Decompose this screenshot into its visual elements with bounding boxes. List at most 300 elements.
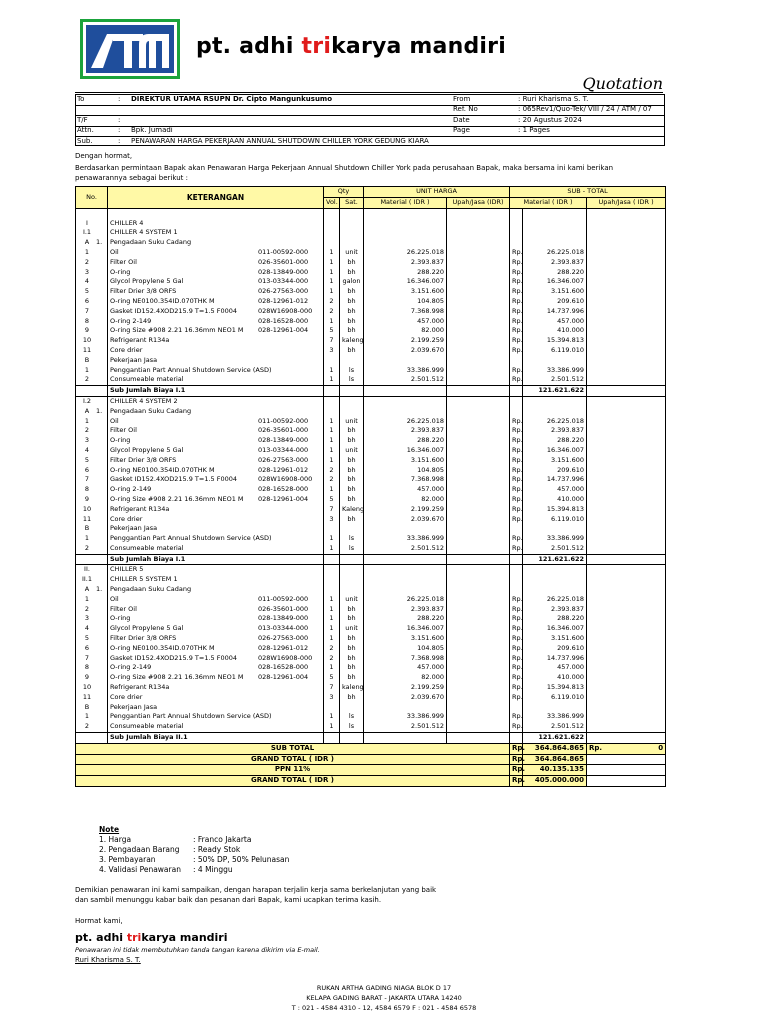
cell-vol: 1: [324, 605, 340, 615]
cell-sat: [340, 733, 364, 744]
cell-no: [76, 446, 108, 456]
cell-no: [76, 673, 108, 683]
cell-total: [523, 575, 587, 585]
item-description: Gasket ID152.4XOD215.9 T=1.5 F0004: [110, 475, 238, 484]
col-unit-harga: UNIT HARGA: [364, 187, 510, 198]
closing-line: dan sambil menunggu kabar baik dan pesanan dari Bapak, kami ucapkan terima kasih.: [75, 896, 382, 904]
item-description: Core drier: [110, 514, 143, 523]
footer-address: [0, 983, 768, 1013]
cell-sat: [340, 219, 364, 229]
item-code: 011-00592-000: [258, 594, 309, 603]
cell-upah-total: [587, 317, 666, 327]
cell-sat: [340, 703, 364, 713]
cell-total: [523, 356, 587, 366]
item-description: Pekerjaan Jasa: [110, 702, 158, 711]
cell-upah: [447, 219, 510, 229]
cell-upah-total: [587, 297, 666, 307]
cell-total: 121.621.622: [523, 386, 587, 397]
item-code: 028-16528-000: [258, 316, 309, 325]
cell-upah-total: [587, 673, 666, 683]
item-description: Filter Drier 3/8 ORFS: [110, 634, 177, 643]
signature-name: Ruri Kharisma S. T.: [75, 956, 141, 964]
cell-sat: bh: [340, 287, 364, 297]
cell-sat: bh: [340, 495, 364, 505]
table-row: [76, 654, 666, 664]
row-number: 2: [84, 722, 90, 731]
cell-upah-total: [587, 505, 666, 515]
table-row: [76, 595, 666, 605]
cell-total: 288.220: [523, 614, 587, 624]
cell-material: [364, 396, 447, 406]
cell-sat: bh: [340, 258, 364, 268]
cell-no: [76, 654, 108, 664]
item-description: Oil: [110, 247, 119, 256]
cell-upah-total: [587, 693, 666, 703]
table-row: [76, 297, 666, 307]
cell-total: 410.000: [523, 673, 587, 683]
table-row: [76, 475, 666, 485]
cell-rp: [510, 228, 523, 238]
cell-description: [108, 466, 324, 476]
cell-upah-total: [587, 366, 666, 376]
cell-upah: [447, 277, 510, 287]
item-code: 026-35601-000: [258, 426, 309, 435]
cell-upah-total: [587, 208, 666, 218]
cell-upah: [447, 317, 510, 327]
cell-upah: [447, 326, 510, 336]
cell-upah-total: [587, 524, 666, 534]
table-row: [76, 346, 666, 356]
cell-vol: 1: [324, 248, 340, 258]
cell-sat: [340, 396, 364, 406]
row-number: 2: [84, 604, 90, 613]
cell-upah-total: [587, 475, 666, 485]
cell-material: [364, 356, 447, 366]
cell-upah: [447, 485, 510, 495]
cell-sat: [340, 575, 364, 585]
cell-upah-total: [587, 544, 666, 554]
cell-material: 2.039.670: [364, 693, 447, 703]
note-value: : Ready Stok: [193, 845, 241, 854]
cell-upah: [447, 565, 510, 575]
cell-total: 2.393.837: [523, 426, 587, 436]
cell-material: 2.393.837: [364, 605, 447, 615]
cell-description: [108, 228, 324, 238]
item-description: O-ring: [110, 267, 131, 276]
cell-vol: 1: [324, 485, 340, 495]
subtotal-row: [76, 733, 666, 744]
table-row: [76, 228, 666, 238]
table-row: [76, 238, 666, 248]
cell-description: [108, 654, 324, 664]
cell-material: [364, 386, 447, 397]
cell-material: 26.225.018: [364, 417, 447, 427]
cell-description: [108, 336, 324, 346]
totals-rp: Rp.: [510, 743, 523, 754]
totals-label: PPN 11%: [76, 765, 510, 776]
cell-rp: Rp.: [510, 654, 523, 664]
cell-vol: 5: [324, 495, 340, 505]
cell-upah-total: [587, 396, 666, 406]
cell-no: [76, 554, 108, 565]
cell-rp: [510, 219, 523, 229]
cell-material: 2.039.670: [364, 346, 447, 356]
cell-total: 15.394.813: [523, 336, 587, 346]
cell-sat: unit: [340, 446, 364, 456]
item-description: Core drier: [110, 345, 143, 354]
cell-material: 26.225.018: [364, 595, 447, 605]
cell-upah-total: [587, 595, 666, 605]
cell-upah: [447, 407, 510, 417]
cell-description: [108, 585, 324, 595]
cell-sat: kaleng: [340, 683, 364, 693]
row-number: 4: [84, 445, 90, 454]
row-number: B: [84, 702, 90, 711]
date-value: : 20 Agustus 2024: [518, 116, 582, 124]
table-row: [76, 287, 666, 297]
cell-rp: Rp.: [510, 644, 523, 654]
cell-upah-total: [587, 375, 666, 385]
totals-value2: 0: [658, 743, 664, 752]
intro-body: Berdasarkan permintaan Bapak akan Penawaran Harga Pekerjaan Annual Shutdown Chiller York pada perusahaan Bapak, maka bersama ini kami berikan penawarannya sebagai berikut :: [75, 164, 614, 182]
cell-upah-total: [587, 228, 666, 238]
cell-upah: [447, 654, 510, 664]
item-description: CHILLER 5 SYSTEM 1: [110, 575, 178, 584]
item-description: Penggantian Part Annual Shutdown Service (ASD): [110, 712, 272, 721]
cell-vol: 1: [324, 722, 340, 732]
item-code: 026-27563-000: [258, 634, 309, 643]
cell-material: 7.368.998: [364, 307, 447, 317]
cell-rp: [510, 524, 523, 534]
cell-upah: [447, 228, 510, 238]
cell-description: [108, 575, 324, 585]
cell-material: 2.393.837: [364, 426, 447, 436]
signature-note: Penawaran ini tidak membutuhkan tanda tangan karena dikirim via E-mail.: [75, 946, 320, 954]
cell-vol: 7: [324, 683, 340, 693]
cell-total: 3.151.600: [523, 634, 587, 644]
closing-line: Demikian penawaran ini kami sampaikan, dengan harapan terjalin kerja sama berkelanjutan yang baik: [75, 886, 437, 894]
item-description: Filter Drier 3/8 ORFS: [110, 287, 177, 296]
cell-description: [108, 595, 324, 605]
cell-description: [108, 297, 324, 307]
cell-rp: [510, 575, 523, 585]
table-row: [76, 663, 666, 673]
item-description: Oil: [110, 416, 119, 425]
cell-rp: [510, 208, 523, 218]
cell-no: [76, 466, 108, 476]
cell-upah-total: [587, 307, 666, 317]
cell-upah-total: [587, 733, 666, 744]
totals-row: [76, 743, 666, 754]
cell-description: [108, 446, 324, 456]
cell-description: [108, 693, 324, 703]
cell-upah: [447, 456, 510, 466]
footer-line: RUKAN ARTHA GADING NIAGA BLOK D 17: [316, 984, 452, 992]
subtotal-row: [76, 386, 666, 397]
quotation-table: [75, 186, 666, 787]
cell-upah: [447, 248, 510, 258]
cell-no: [76, 436, 108, 446]
cell-no: [76, 336, 108, 346]
cell-material: 104.805: [364, 644, 447, 654]
cell-total: 6.119.010: [523, 693, 587, 703]
cell-upah-total: [587, 605, 666, 615]
cell-vol: 1: [324, 595, 340, 605]
item-description: O-ring NE0100.354ID.070THK M: [110, 643, 215, 652]
note-value: : 50% DP, 50% Pelunasan: [193, 855, 290, 864]
greeting: Dengan hormat,: [75, 152, 133, 160]
cell-upah: [447, 475, 510, 485]
cell-upah: [447, 356, 510, 366]
cell-total: 457.000: [523, 317, 587, 327]
cell-material: 82.000: [364, 495, 447, 505]
cell-rp: Rp.: [510, 673, 523, 683]
tf-label: T/F: [77, 116, 88, 124]
cell-description: [108, 248, 324, 258]
cell-sat: [340, 554, 364, 565]
cell-upah: [447, 307, 510, 317]
item-description: Filter Oil: [110, 604, 137, 613]
cell-upah: [447, 722, 510, 732]
col-upah: Upah/Jasa (IDR): [447, 197, 510, 208]
cell-total: 26.225.018: [523, 417, 587, 427]
row-number: 1: [84, 594, 90, 603]
row-number: 8: [84, 316, 90, 325]
table-row: [76, 624, 666, 634]
row-number: 6: [84, 643, 90, 652]
cell-no: [76, 515, 108, 525]
cell-sat: bh: [340, 663, 364, 673]
cell-material: 2.501.512: [364, 375, 447, 385]
table-row: [76, 605, 666, 615]
table-row: [76, 534, 666, 544]
cell-no: [76, 346, 108, 356]
cell-vol: [324, 356, 340, 366]
item-code: 028W16908-000: [258, 306, 313, 315]
cell-description: [108, 208, 324, 218]
cell-upah: [447, 683, 510, 693]
cell-no: [76, 317, 108, 327]
cell-total: 410.000: [523, 326, 587, 336]
cell-material: 2.199.259: [364, 683, 447, 693]
cell-sat: bh: [340, 605, 364, 615]
cell-description: [108, 565, 324, 575]
cell-vol: [324, 219, 340, 229]
cell-material: [364, 585, 447, 595]
cell-total: 26.225.018: [523, 595, 587, 605]
cell-material: 7.368.998: [364, 654, 447, 664]
from-label: From: [453, 95, 471, 103]
cell-upah: [447, 663, 510, 673]
to-value: DIREKTUR UTAMA RSUPN Dr. Cipto Mangunkusumo: [131, 95, 333, 103]
cell-total: [523, 238, 587, 248]
cell-sat: Kaleng: [340, 505, 364, 515]
cell-description: [108, 505, 324, 515]
row-number: 5: [84, 634, 90, 643]
cell-upah-total: [587, 554, 666, 565]
cell-sat: galon: [340, 277, 364, 287]
cell-vol: 1: [324, 456, 340, 466]
col-sat: Sat.: [340, 197, 364, 208]
cell-rp: [510, 585, 523, 595]
item-description: Sub Jumlah Biaya I.1: [110, 554, 186, 563]
note-label: 1. Harga: [99, 835, 132, 844]
col-sub-total: SUB - TOTAL: [510, 187, 666, 198]
subject-value: PENAWARAN HARGA PEKERJAAN ANNUAL SHUTDOWN CHILLER YORK GEDUNG KIARA: [131, 137, 429, 145]
cell-no: [76, 544, 108, 554]
cell-rp: Rp.: [510, 326, 523, 336]
cell-rp: Rp.: [510, 366, 523, 376]
item-description: O-ring Size #908 2.21 16.36mm NEO1 M: [110, 673, 244, 682]
cell-vol: 2: [324, 475, 340, 485]
totals-rp: Rp.: [510, 776, 523, 787]
cell-no: [76, 277, 108, 287]
cell-sat: ls: [340, 544, 364, 554]
cell-description: [108, 407, 324, 417]
divider: [75, 115, 665, 116]
cell-total: 2.393.837: [523, 605, 587, 615]
cell-material: 457.000: [364, 317, 447, 327]
cell-no: [76, 663, 108, 673]
cell-material: 16.346.007: [364, 624, 447, 634]
cell-rp: Rp.: [510, 475, 523, 485]
table-row: [76, 248, 666, 258]
item-description: CHILLER 4: [110, 218, 144, 227]
cell-sat: bh: [340, 326, 364, 336]
cell-material: 3.151.600: [364, 287, 447, 297]
cell-material: 457.000: [364, 485, 447, 495]
cell-vol: 1: [324, 624, 340, 634]
cell-rp: [510, 703, 523, 713]
item-description: O-ring NE0100.354ID.070THK M: [110, 465, 215, 474]
cell-no: [76, 366, 108, 376]
cell-vol: 2: [324, 466, 340, 476]
cell-no: [76, 326, 108, 336]
cell-vol: 1: [324, 436, 340, 446]
cell-rp: Rp.: [510, 375, 523, 385]
cell-upah-total: [587, 485, 666, 495]
cell-sat: bh: [340, 485, 364, 495]
row-number: II.1: [81, 575, 93, 584]
cell-vol: [324, 703, 340, 713]
cell-rp: Rp.: [510, 495, 523, 505]
document-type: Quotation: [582, 74, 663, 93]
item-description: O-ring 2-149: [110, 316, 152, 325]
cell-no: [76, 375, 108, 385]
cell-upah-total: [587, 287, 666, 297]
row-number: 1: [84, 712, 90, 721]
cell-description: [108, 605, 324, 615]
table-row: [76, 336, 666, 346]
subject-label: Sub.: [77, 137, 93, 145]
cell-total: 457.000: [523, 663, 587, 673]
cell-no: [76, 565, 108, 575]
cell-no: [76, 614, 108, 624]
item-code: 028-12961-012: [258, 643, 309, 652]
cell-upah: [447, 446, 510, 456]
colon: :: [118, 137, 121, 145]
cell-material: [364, 565, 447, 575]
item-code: 028W16908-000: [258, 653, 313, 662]
cell-upah: [447, 436, 510, 446]
cell-total: 209.610: [523, 644, 587, 654]
cell-material: 7.368.998: [364, 475, 447, 485]
cell-upah: [447, 595, 510, 605]
cell-rp: [510, 356, 523, 366]
cell-rp: Rp.: [510, 634, 523, 644]
cell-vol: [324, 733, 340, 744]
item-description: Pengadaan Suku Cadang: [110, 585, 192, 594]
cell-upah: [447, 208, 510, 218]
cell-total: 6.119.010: [523, 515, 587, 525]
cell-upah-total: [587, 703, 666, 713]
cell-upah-total: [587, 565, 666, 575]
cell-description: [108, 307, 324, 317]
cell-sat: bh: [340, 307, 364, 317]
cell-rp: Rp.: [510, 712, 523, 722]
cell-upah: [447, 375, 510, 385]
cell-upah-total: [587, 663, 666, 673]
cell-vol: 7: [324, 336, 340, 346]
row-number: 7: [84, 306, 90, 315]
table-row: [76, 268, 666, 278]
cell-total: 2.501.512: [523, 722, 587, 732]
cell-sat: ls: [340, 375, 364, 385]
cell-no: [76, 287, 108, 297]
item-description: O-ring: [110, 614, 131, 623]
cell-upah: [447, 297, 510, 307]
cell-description: [108, 396, 324, 406]
cell-material: 2.039.670: [364, 515, 447, 525]
cell-vol: 1: [324, 534, 340, 544]
cell-material: 16.346.007: [364, 446, 447, 456]
cell-upah-total: [587, 712, 666, 722]
cell-upah-total: [587, 386, 666, 397]
cell-total: 3.151.600: [523, 287, 587, 297]
cell-no: [76, 475, 108, 485]
table-row: [76, 219, 666, 229]
row-number: 7: [84, 475, 90, 484]
cell-vol: 3: [324, 346, 340, 356]
table-row: [76, 485, 666, 495]
cell-upah: [447, 644, 510, 654]
col-vol: Vol.: [324, 197, 340, 208]
table-row: [76, 703, 666, 713]
cell-no: [76, 495, 108, 505]
table-row: [76, 693, 666, 703]
page-value: : 1 Pages: [518, 126, 550, 134]
cell-vol: 5: [324, 326, 340, 336]
cell-no: [76, 524, 108, 534]
cell-vol: 3: [324, 515, 340, 525]
cell-material: 82.000: [364, 326, 447, 336]
cell-upah-total: [587, 346, 666, 356]
totals-upah: [587, 743, 666, 754]
cell-upah: [447, 336, 510, 346]
cell-vol: [324, 554, 340, 565]
cell-sat: bh: [340, 475, 364, 485]
cell-description: [108, 386, 324, 397]
cell-upah-total: [587, 683, 666, 693]
cell-rp: Rp.: [510, 534, 523, 544]
cell-no: [76, 386, 108, 397]
cell-no: [76, 703, 108, 713]
cell-material: [364, 703, 447, 713]
cell-upah-total: [587, 426, 666, 436]
cell-sat: bh: [340, 644, 364, 654]
cell-total: [523, 396, 587, 406]
cell-material: 16.346.007: [364, 277, 447, 287]
